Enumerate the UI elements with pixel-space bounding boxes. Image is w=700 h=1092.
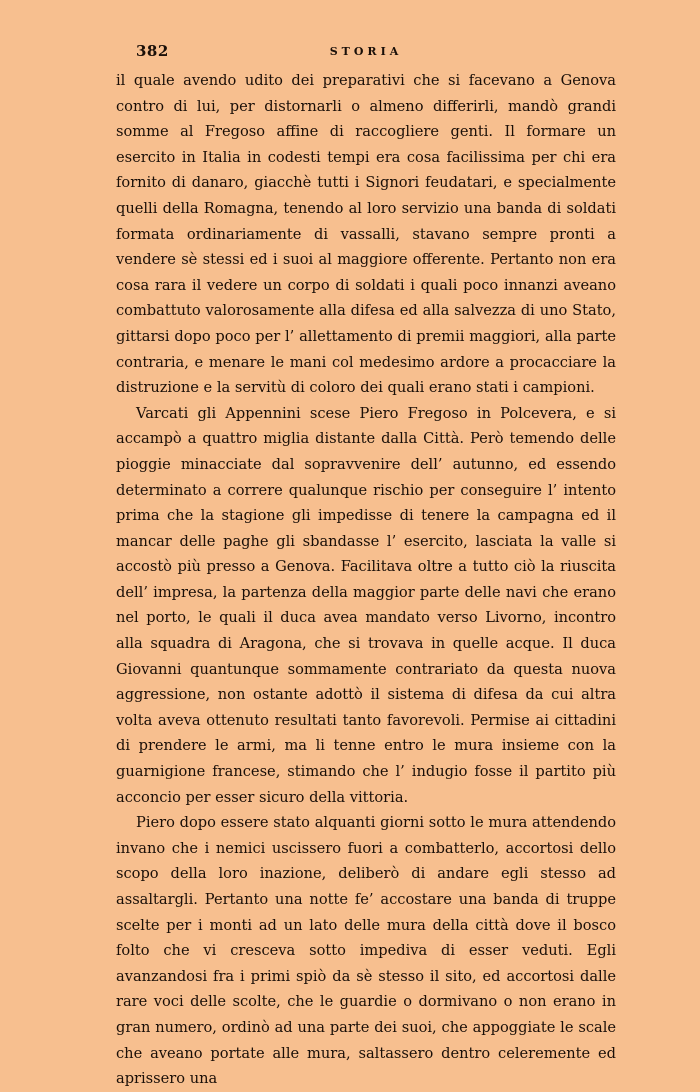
body-text bbox=[116, 68, 616, 1092]
paragraph-2: Varcati gli Appennini scese Piero Fregoso in Polcevera, e si accampò a quattro miglia distante dalla Città. Però temendo delle pioggie minacciate dal sopravvenire dell’ autunno, ed essendo determinato a correre qualunque rischio per conseguire l’ intento prima che la stagione gli impedisse di tenere la campagna ed il mancar delle paghe gli sbandasse l’ esercito, lasciata la valle si accostò più presso a Genova. Facilitava oltre a tutto ciò la riuscita dell’ impresa, la partenza della maggior parte delle navi che erano nel porto, le quali il duca avea mandato verso Livorno, incontro alla squadra di Aragona, che si trovava in quelle acque. Il duca Giovanni quantunque sommamente contrariato da questa nuova aggressione, non ostante adottò il sistema di difesa da cui altra volta aveva ottenuto resultati tanto favorevoli. Permise ai cittadini di prendere le armi, ma li tenne entro le mura insieme con la guarnigione francese, stimando che l’ indugio fosse il partito più acconcio per esser sicuro della vittoria. bbox=[116, 404, 616, 806]
running-title: STORIA bbox=[329, 45, 403, 58]
paragraph-3: Piero dopo essere stato alquanti giorni sotto le mura attendendo invano che i nemici uscissero fuori a combatterlo, accortosi dello scopo della loro inazione, deliberò di andare egli stesso ad assaltargli. Pertanto una notte fe’ accostare una banda di truppe scelte per i monti ad un lato delle mura della città dove il bosco folto che vi cresceva sotto impediva di esser veduti. Egli avanzandosi fra i primi spiò da sè stesso il sito, ed accortosi dalle rare voci delle scolte, che le guardie o dormivano o non erano in gran numero, ordinò ad una parte dei suoi, che appoggiate le scale che aveano portate alle mura, saltassero dentro celeremente ed aprissero una bbox=[116, 814, 616, 1088]
page-header bbox=[116, 42, 616, 62]
page-number: 382 bbox=[136, 42, 169, 60]
paragraph-1: il quale avendo udito dei preparativi che si facevano a Genova contro di lui, per distornarli o almeno differirli, mandò grandi somme al Fregoso affine di raccogliere genti. Il formare un esercito in Italia in codesti tempi era cosa facilissima per chi era fornito di danaro, giacchè tutti i Signori feudatari, e specialmente quelli della Romagna, tenendo al loro servizio una banda di soldati formata ordinariamente di vassalli, stavano sempre pronti a vendere sè stessi ed i suoi al maggiore offerente. Pertanto non era cosa rara il vedere un corpo di soldati i quali poco innanzi aveano combattuto valorosamente alla difesa ed alla salvezza di uno Stato, gittarsi dopo poco per l’ allettamento di premii maggiori, alla parte contraria, e menare le mani col medesimo ardore a procacciare la distruzione e la servitù di coloro dei quali erano stati i campioni. bbox=[116, 72, 616, 397]
